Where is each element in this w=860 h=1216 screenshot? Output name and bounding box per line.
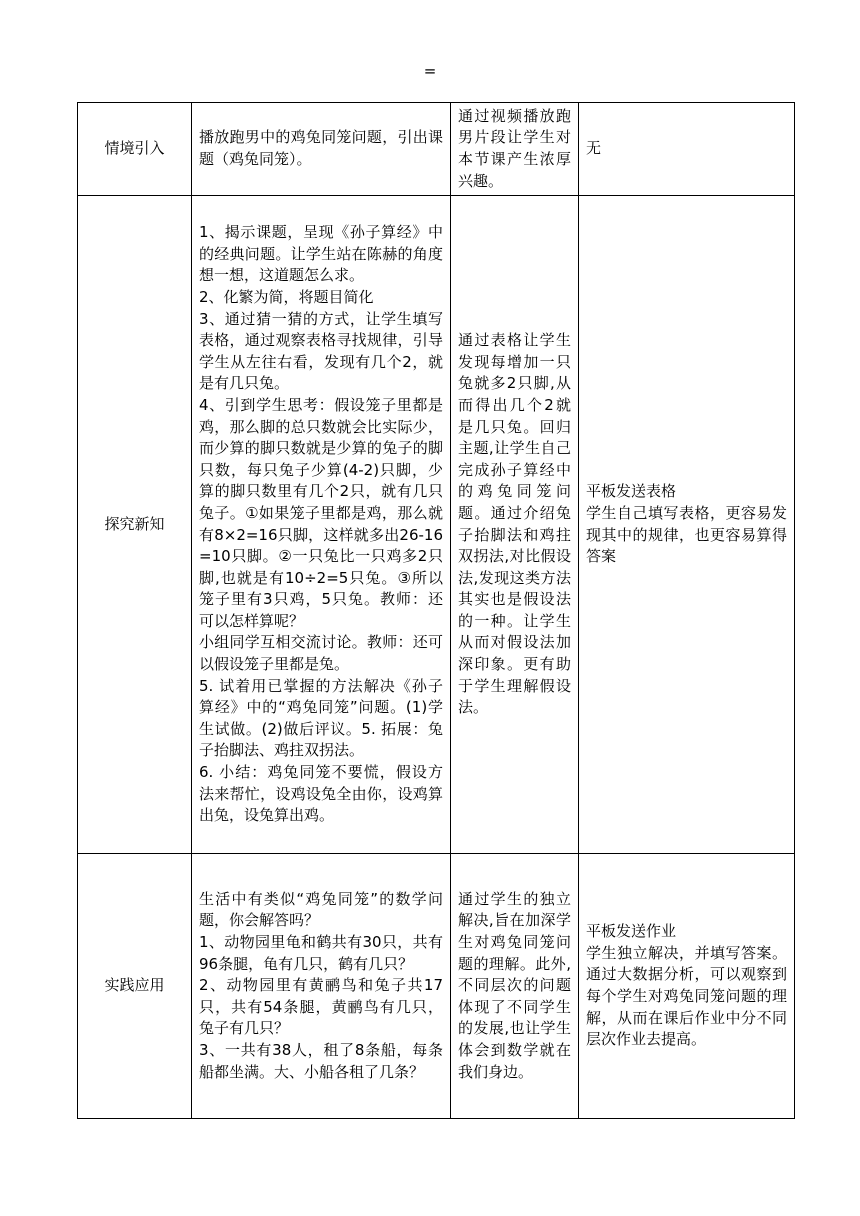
activity-paragraph: 4、引到学生思考：假设笼子里都是鸡，那么脚的总只数就会比实际少，而少算的脚只数就是少算的兔子的脚只数，每只兔子少算(4-2)只脚，少算的脚只数里有几个2只，就有几只兔子。①如果笼子里都是鸡，那么就有8×2=16只脚，这样就多出26-16=10只脚。②一只兔比一只鸡多2只脚,也就是有10÷2=5只兔。③所以笼子里有3只鸡，5只兔。教师：还可以怎样算呢？ <box>199 395 443 630</box>
intent-cell: 通过表格让学生发现每增加一只兔就多2只脚,从而得出几个2就是几只兔。回归主题,让学生自己完成孙子算经中的鸡兔同笼问题。通过介绍兔子抬脚法和鸡拄双拐法,对比假设法,发现这类方法其实也是假设法的一种。让学生从而对假设法加深印象。更有助于学生理解假设法。 <box>451 196 579 854</box>
stage-cell: 实践应用 <box>78 854 192 1119</box>
table-row <box>78 196 795 854</box>
activity-paragraph: 3、通过猜一猜的方式，让学生填写表格，通过观察表格寻找规律，引导学生从左往右看，发现有几个2，就是有几只兔。 <box>199 309 443 393</box>
activity-paragraph: 3、一共有38人，租了8条船，每条船都坐满。大、小船各租了几条？ <box>199 1040 443 1081</box>
tech-paragraph: 平板发送表格 <box>586 482 677 501</box>
intent-cell: 通过学生的独立解决,旨在加深学生对鸡兔同笼问题的理解。此外,不同层次的问题体现了不同学生的发展,也让学生体会到数学就在我们身边。 <box>451 854 579 1119</box>
tech-cell <box>579 196 795 854</box>
header-mark: = <box>423 62 437 80</box>
activity-paragraph: 1、揭示课题，呈现《孙子算经》中的经典问题。让学生站在陈赫的角度想一想，这道题怎么求。 <box>199 223 443 285</box>
activity-paragraph: 播放跑男中的鸡兔同笼问题，引出课题（鸡兔同笼）。 <box>199 128 443 168</box>
activity-paragraph: 5. 试着用已掌握的方法解决《孙子算经》中的“鸡兔同笼”问题。(1)学生试做。(2)做后评议。5. 拓展：兔子抬脚法、鸡拄双拐法。 <box>199 676 443 760</box>
activity-paragraph: 小组同学互相交流讨论。教师：还可以假设笼子里都是兔。 <box>199 633 443 674</box>
intent-cell: 通过视频播放跑男片段让学生对本节课产生浓厚兴趣。 <box>451 103 579 196</box>
tech-cell <box>579 854 795 1119</box>
activity-cell <box>192 854 451 1119</box>
activity-paragraph: 生活中有类似“鸡兔同笼”的数学问题，你会解答吗？ <box>199 889 443 930</box>
tech-paragraph: 平板发送作业 <box>586 922 677 941</box>
table-row <box>78 103 795 196</box>
lesson-plan-table <box>77 102 795 1119</box>
activity-paragraph: 2、化繁为简，将题目简化 <box>199 287 374 306</box>
tech-cell <box>579 103 795 196</box>
stage-cell: 情境引入 <box>78 103 192 196</box>
activity-cell <box>192 103 451 196</box>
table-row <box>78 854 795 1119</box>
tech-paragraph: 无 <box>586 139 602 158</box>
tech-paragraph: 学生独立解决，并填写答案。通过大数据分析，可以观察到每个学生对鸡兔同笼问题的理解，从而在课后作业中分不同层次作业去提高。 <box>586 943 787 1049</box>
activity-paragraph: 2、动物园里有黄鹂鸟和兔子共17只，共有54条腿，黄鹂鸟有几只，兔子有几只？ <box>199 976 443 1038</box>
tech-paragraph: 学生自己填写表格，更容易发现其中的规律，也更容易算得答案 <box>586 503 787 566</box>
stage-cell: 探究新知 <box>78 196 192 854</box>
activity-paragraph: 6. 小结：鸡兔同笼不要慌，假设方法来帮忙，设鸡设兔全由你，设鸡算出兔，设兔算出鸡。 <box>199 763 443 825</box>
activity-cell <box>192 196 451 854</box>
activity-paragraph: 1、动物园里龟和鹤共有30只，共有96条腿，龟有几只，鹤有几只？ <box>199 933 443 973</box>
